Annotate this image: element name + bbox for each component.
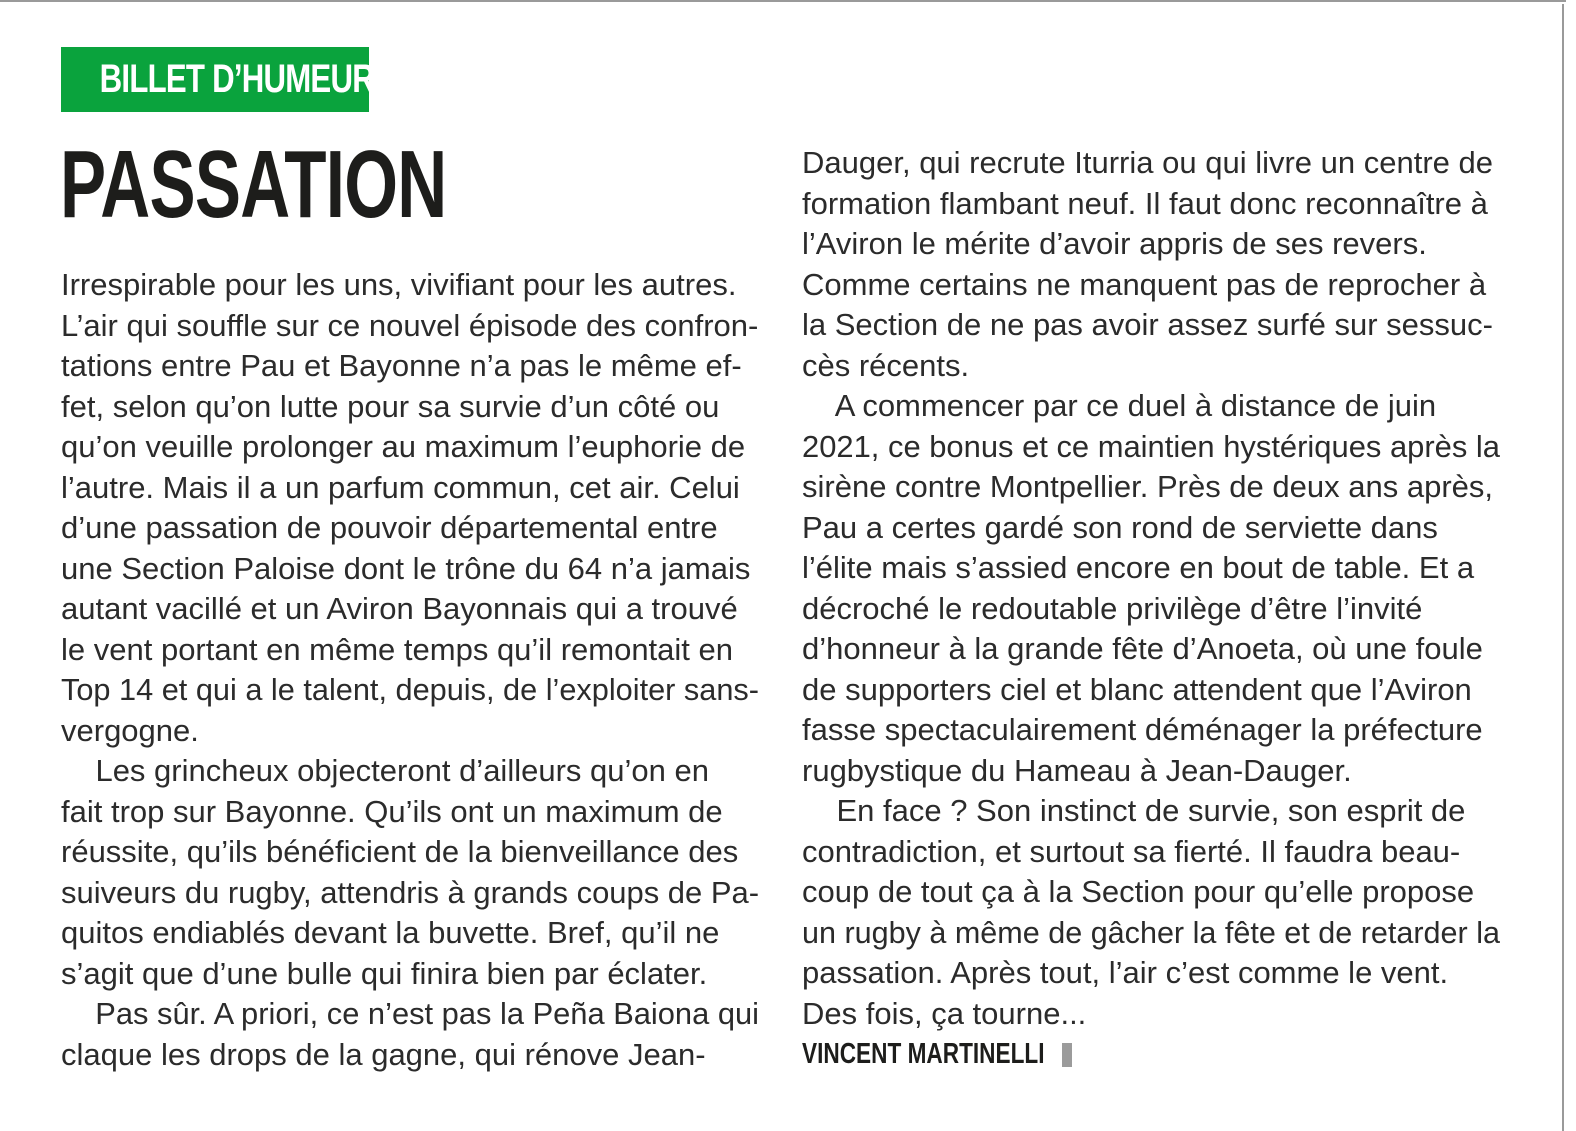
text-line: claque les drops de la gagne, qui rénove Jean- [61, 1036, 706, 1072]
text-line: d’honneur à la grande fête d’Anoeta, où une foule [802, 631, 1483, 666]
text-line: d’une passation de pouvoir départemental entre [61, 510, 718, 545]
text-line: qu’on veuille prolonger au maximum l’euphorie de [61, 429, 746, 464]
text-line: la Section de ne pas avoir assez surfé sur sessuc- [802, 307, 1493, 342]
text-line: Des fois, ça tourne... [802, 995, 1087, 1031]
author-name: VINCENT MARTINELLI [802, 1037, 1045, 1070]
text-line: Dauger, qui recrute Iturria ou qui livre un centre de [802, 145, 1493, 180]
end-of-article-mark [1062, 1043, 1072, 1067]
text-line: cès récents. [802, 347, 970, 383]
text-line: En face ? Son instinct de survie, son esprit de [802, 793, 1466, 828]
text-line: de supporters ciel et blanc attendent que l’Aviron [802, 671, 1472, 707]
text-line: Top 14 et qui a le talent, depuis, de l’exploiter sans- [61, 672, 759, 707]
text-line: une Section Paloise dont le trône du 64 n’a jamais [61, 550, 751, 586]
text-line: fet, selon qu’on lutte pour sa survie d’un côté ou [61, 388, 720, 424]
text-line: sirène contre Montpellier. Près de deux ans après, [802, 469, 1493, 504]
text-line: Pau a certes gardé son rond de serviette dans [802, 509, 1438, 545]
page-frame-right [1562, 4, 1564, 1131]
text-line: décroché le redoutable privilège d’être l’invité [802, 590, 1423, 626]
section-kicker-badge [61, 47, 374, 112]
article-headline: PASSATION [60, 131, 447, 238]
text-line: s’agit que d’une bulle qui finira bien par éclater. [61, 955, 708, 991]
text-line: réussite, qu’ils bénéficient de la bienveillance des [61, 834, 739, 869]
text-line: Pas sûr. A priori, ce n’est pas la Peña Baiona qui [61, 996, 760, 1031]
text-line: rugbystique du Hameau à Jean-Dauger. [802, 752, 1352, 788]
text-line: formation flambant neuf. Il faut donc reconnaître à [802, 185, 1488, 221]
text-line: l’autre. Mais il a un parfum commun, cet air. Celui [61, 469, 740, 505]
text-line: tations entre Pau et Bayonne n’a pas le même ef- [61, 348, 742, 383]
text-line: Comme certains ne manquent pas de reprocher à [802, 266, 1487, 302]
text-line: l’Aviron le mérite d’avoir appris de ses revers. [802, 226, 1427, 261]
text-line: fasse spectaculairement déménager la préfecture [802, 712, 1483, 747]
text-line: L’air qui souffle sur ce nouvel épisode des confron- [61, 307, 759, 343]
text-line: quitos endiablés devant la buvette. Bref, qu’il ne [61, 915, 720, 950]
text-line: contradiction, et surtout sa fierté. Il faudra beau- [802, 833, 1461, 869]
text-line: l’élite mais s’assied encore en bout de table. Et a [802, 550, 1475, 585]
text-line: vergogne. [61, 712, 199, 748]
text-line: le vent portant en même temps qu’il remontait en [61, 631, 734, 667]
section-kicker-label: BILLET D’HUMEUR [99, 57, 374, 101]
text-line: un rugby à même de gâcher la fête et de retarder la [802, 914, 1500, 950]
text-line: Les grincheux objecteront d’ailleurs qu’on en [61, 753, 709, 788]
text-line: A commencer par ce duel à distance de juin [802, 388, 1437, 423]
article-column-right [802, 143, 1500, 1034]
text-line: fait trop sur Bayonne. Qu’ils ont un maximum de [61, 793, 723, 829]
text-line: passation. Après tout, l’air c’est comme le vent. [802, 955, 1449, 990]
page-frame-top [0, 0, 1566, 6]
text-line: Irrespirable pour les uns, vivifiant pour les autres. [61, 267, 737, 302]
text-line: coup de tout ça à la Section pour qu’elle propose [802, 874, 1475, 909]
text-line: 2021, ce bonus et ce maintien hystériques après la [802, 428, 1500, 464]
article-column-left [61, 265, 759, 1075]
text-line: suiveurs du rugby, attendris à grands coups de Pa- [61, 874, 759, 910]
text-line: autant vacillé et un Aviron Bayonnais qui a trouvé [61, 591, 738, 626]
